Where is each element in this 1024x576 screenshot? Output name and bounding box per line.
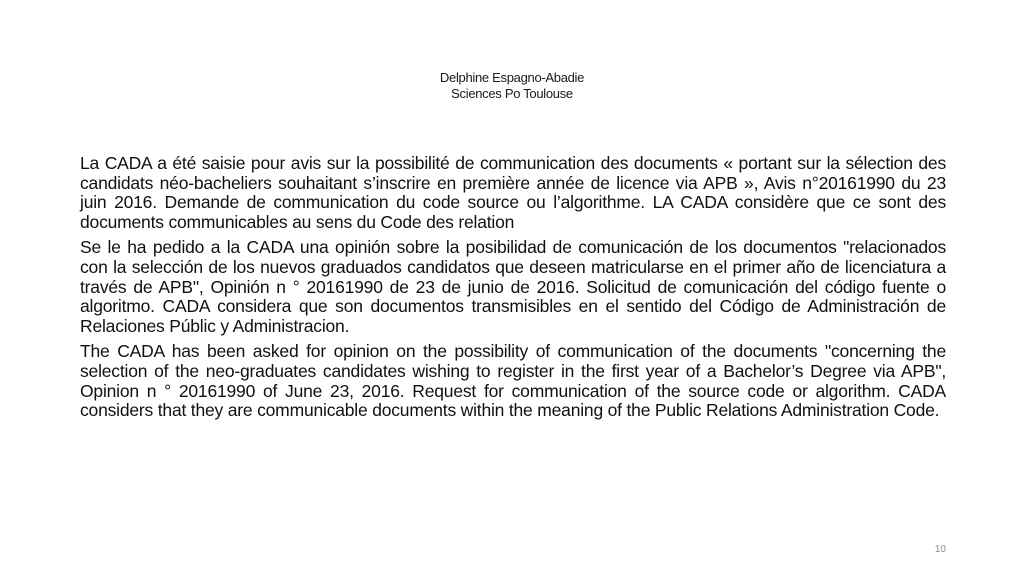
page-number: 10	[934, 544, 946, 555]
paragraph-spanish: Se le ha pedido a la CADA una opinión sobre la posibilidad de comunicación de los documentos "relacionados con la selección de los nuevos graduados candidatos que deseen matricularse en el primer año de licenciatura a través de APB", Opinión n ° 20161990 de 23 de junio de 2016. Solicitud de comunicación del código fuente o algoritmo. CADA considera que son documentos transmisibles en el sentido del Código de Administración de Relaciones Públic y Administracion.	[80, 237, 946, 336]
paragraph-english: The CADA has been asked for opinion on the possibility of communication of the documents "concerning the selection of the neo-graduates candidates wishing to register in the first year of a Bachelor’s Degree via APB", Opinion n ° 20161990 of June 23, 2016. Request for communication of the source code or algorithm. CADA considers that they are communicable documents within the meaning of the Public Relations Administration Code.	[80, 341, 946, 421]
paragraph-french: La CADA a été saisie pour avis sur la possibilité de communication des documents « portant sur la sélection des candidats néo-bacheliers souhaitant s’inscrire en première année de licence via APB », Avis n°20161990 du 23 juin 2016. Demande de communication du code source ou l’algorithme. LA CADA considère que ce sont des documents communicables au sens du Code des relation	[80, 153, 946, 232]
slide-body	[80, 154, 946, 427]
affiliation: Sciences Po Toulouse	[451, 86, 573, 101]
slide-header	[0, 70, 1024, 102]
author-name: Delphine Espagno-Abadie	[439, 70, 585, 85]
